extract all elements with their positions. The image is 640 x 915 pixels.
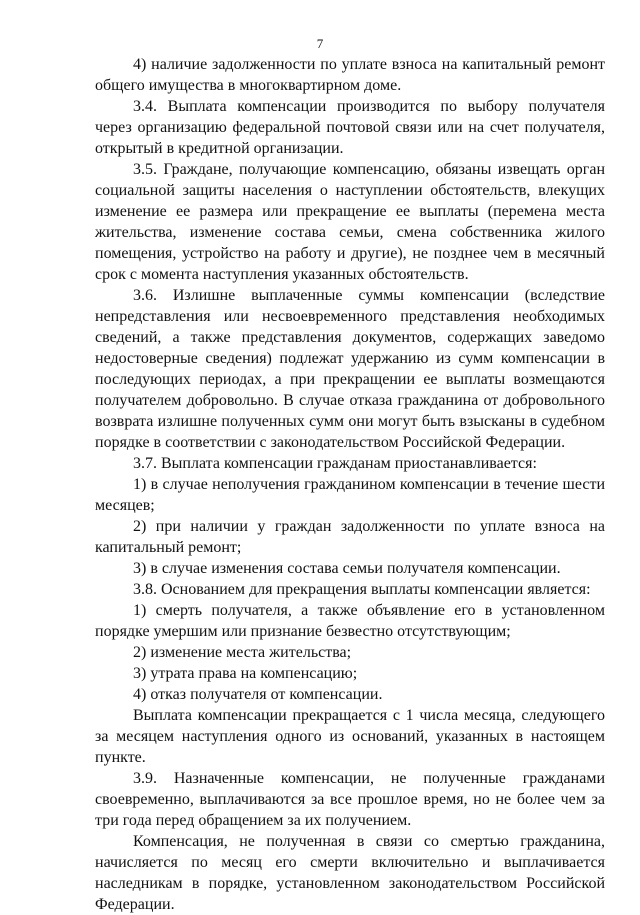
- paragraph-3-4: 3.4. Выплата компенсации производится по выбору получателя через организацию федеральной почтовой связи или на счет получателя, открытый в кредитной организации.: [95, 98, 605, 157]
- paragraph-3-5: 3.5. Граждане, получающие компенсацию, обязаны извещать орган социальной защиты населения о наступлении обстоятельств, влекущих изменение ее размера или прекращение ее выплаты (перемена места жительства, изменение состава семьи, смена собственника жилого помещения, устройство на работу и другие), не позднее чем в месячный срок с момента наступления указанных обстоятельств.: [95, 161, 605, 283]
- page-number: 7: [316, 36, 324, 51]
- document-body: [95, 54, 605, 915]
- paragraph-3-9: 3.9. Назначенные компенсации, не полученные гражданами своевременно, выплачиваются за все прошлое время, но не более чем за три года перед обращением за их получением.: [95, 770, 605, 829]
- paragraph-3-7-item-3: 3) в случае изменения состава семьи получателя компенсации.: [133, 560, 561, 577]
- paragraph-3-8: 3.8. Основанием для прекращения выплаты компенсации является:: [133, 581, 591, 598]
- paragraph-3-8-item-4: 4) отказ получателя от компенсации.: [133, 686, 383, 703]
- paragraph-3-8-item-2: 2) изменение места жительства;: [133, 644, 352, 661]
- paragraph-3-7-item-2: 2) при наличии у граждан задолженности по уплате взноса на капитальный ремонт;: [95, 518, 605, 556]
- paragraph-3-6: 3.6. Излишне выплаченные суммы компенсации (вследствие непредставления или несвоевременного представления необходимых сведений, а также представления документов, содержащих заведомо недостоверные сведения) подлежат удержанию из сумм компенсации в последующих периодах, а при прекращении ее выплаты возмещаются получателем добровольно. В случае отказа гражданина от добровольного возврата излишне полученных сумм они могут быть взысканы в судебном порядке в соответствии с законодательством Российской Федерации.: [95, 287, 605, 451]
- paragraph-3-8-item-3: 3) утрата права на компенсацию;: [133, 665, 358, 682]
- paragraph-termination-date: Выплата компенсации прекращается с 1 числа месяца, следующего за месяцем наступления одного из оснований, указанных в настоящем пункте.: [95, 707, 605, 766]
- paragraph-item-4-debt: 4) наличие задолженности по уплате взноса на капитальный ремонт общего имущества в многоквартирном доме.: [95, 56, 605, 94]
- paragraph-heirs: Компенсация, не полученная в связи со смертью гражданина, начисляется по месяц его смерти включительно и выплачивается наследникам в порядке, установленном законодательством Российской Федерации.: [95, 833, 605, 913]
- paragraph-3-7: 3.7. Выплата компенсации гражданам приостанавливается:: [133, 455, 537, 472]
- paragraph-3-8-item-1: 1) смерть получателя, а также объявление его в установленном порядке умершим или признание безвестно отсутствующим;: [95, 602, 605, 640]
- paragraph-3-7-item-1: 1) в случае неполучения гражданином компенсации в течение шести месяцев;: [95, 476, 605, 514]
